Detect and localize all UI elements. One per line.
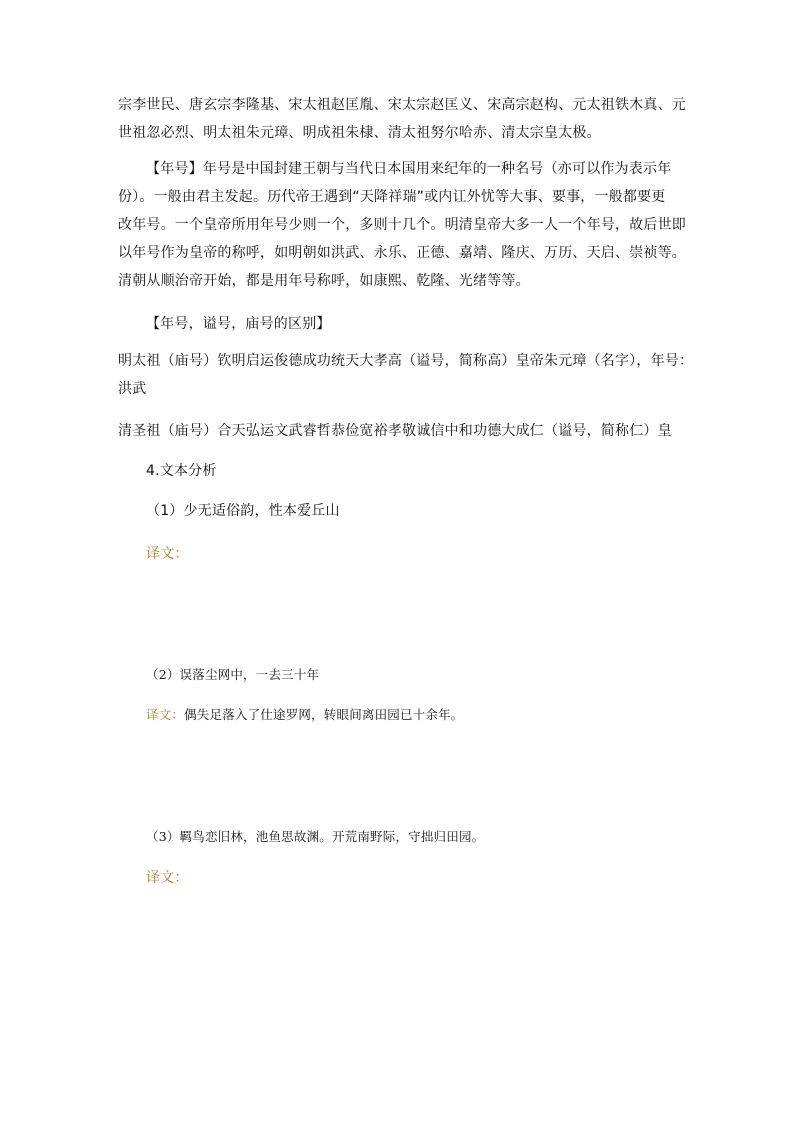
item-2-translation: 偶失足落入了仕途罗网，转眼间离田园已十余年。 xyxy=(184,707,464,722)
item-2-quote: （2）误落尘网中，一去三十年 xyxy=(146,667,320,682)
item-1-label xyxy=(146,543,189,565)
item-3-quote: （3）羁鸟恋旧林，池鱼思故渊。开荒南野际，守拙归田园。 xyxy=(146,829,485,844)
translation-label: 译文： xyxy=(146,707,185,722)
example-qing-line: 清圣祖（庙号）合天弘运文武睿哲恭俭宽裕孝敬诚信中和功德大成仁（谥号，简称仁）皇 xyxy=(118,423,672,439)
example-ming-line-2: 洪武 xyxy=(118,381,147,397)
translation-label: 译文： xyxy=(146,870,189,886)
example-ming-line-1: 明太祖（庙号）钦明启运俊德成功统天大孝高（谥号，简称高）皇帝朱元璋（名字），年号： xyxy=(118,353,694,369)
item-1-quote: （1）少无适俗韵，性本爱丘山 xyxy=(146,503,340,519)
reign-title-line-2: 份）。一般由君主发起。历代帝王遇到“天降祥瑞”或内讧外忧等大事、要事，一般都要更 xyxy=(118,189,666,205)
reign-title-line-5: 清朝从顺治帝开始，都是用年号称呼，如康熙、乾隆、光绪等等。 xyxy=(118,273,530,289)
translation-label: 译文： xyxy=(146,546,189,562)
item-3-label xyxy=(146,867,189,889)
reign-title-line-3: 改年号。一个皇帝所用年号少则一个，多则十几个。明清皇帝大多一人一个年号，故后世即 xyxy=(118,217,686,233)
intro-line-1: 宗李世民、唐玄宗李隆基、宋太祖赵匡胤、宋太宗赵匡义、宋高宗赵构、元太祖铁木真、元 xyxy=(118,97,686,113)
section-title: 4.文本分析 xyxy=(146,463,217,479)
item-2-translation-line xyxy=(146,704,464,726)
intro-line-2: 世祖忽必烈、明太祖朱元璋、明成祖朱棣、清太祖努尔哈赤、清太宗皇太极。 xyxy=(118,125,601,141)
reign-title-line-1: 【年号】年号是中国封建王朝与当代日本国用来纪年的一种名号（亦可以作为表示年 xyxy=(146,161,672,177)
difference-heading: 【年号，谥号，庙号的区别】 xyxy=(146,316,331,332)
reign-title-line-4: 以年号作为皇帝的称呼，如明朝如洪武、永乐、正德、嘉靖、隆庆、万历、天启、崇祯等。 xyxy=(118,245,686,261)
